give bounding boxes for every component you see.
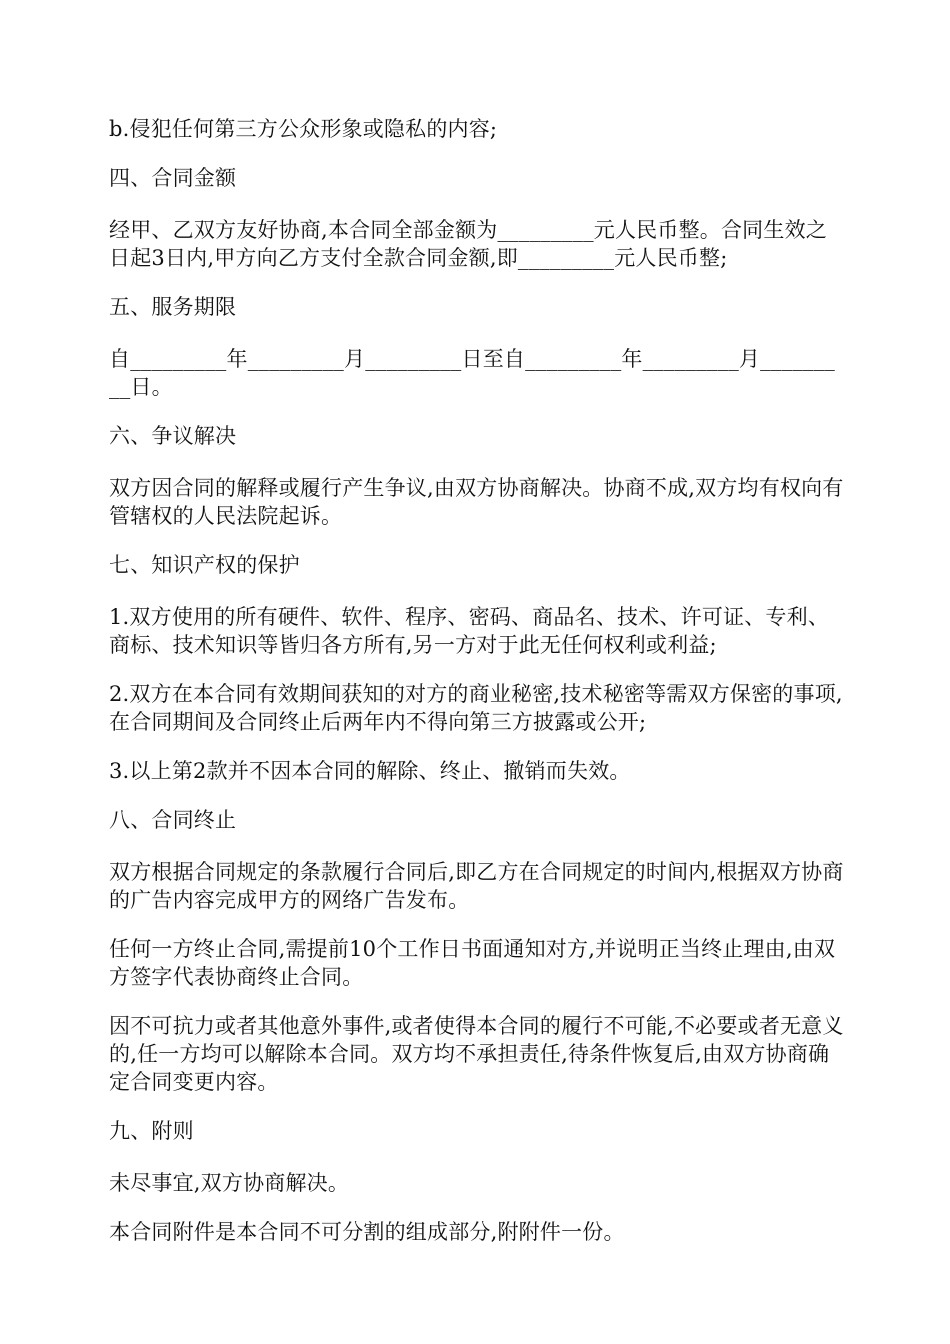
termination-paragraph-3: 因不可抗力或者其他意外事件,或者使得本合同的履行不可能,不必要或者无意义的,任一方均可以解除本合同。双方均不承担责任,待条件恢复后,由双方协商确定合同变更内容。 [109, 1014, 844, 1094]
section-8-heading: 八、合同终止 [109, 808, 237, 832]
supplementary-paragraph-2: 本合同附件是本合同不可分割的组成部分,附附件一份。 [109, 1220, 625, 1244]
supplementary-paragraph-1: 未尽事宜,双方协商解决。 [109, 1171, 350, 1195]
ip-clause-2-paragraph: 2.双方在本合同有效期间获知的对方的商业秘密,技术秘密等需双方保密的事项,在合同期间及合同终止后两年内不得向第三方披露或公开; [109, 682, 843, 734]
section-7-heading: 七、知识产权的保护 [109, 553, 300, 577]
service-period-paragraph: 自_________年_________月_________日至自_________年_________月_________日。 [109, 347, 835, 399]
section-4-heading: 四、合同金额 [109, 166, 237, 190]
dispute-resolution-paragraph: 双方因合同的解释或履行产生争议,由双方协商解决。协商不成,双方均有权向有管辖权的人民法院起诉。 [109, 476, 844, 528]
termination-paragraph-2: 任何一方终止合同,需提前10个工作日书面通知对方,并说明正当终止理由,由双方签字代表协商终止合同。 [109, 937, 836, 989]
ip-clause-1-paragraph: 1.双方使用的所有硬件、软件、程序、密码、商品名、技术、许可证、专利、商标、技术知识等皆归各方所有,另一方对于此无任何权利或利益; [109, 605, 830, 657]
ip-clause-3-paragraph: 3.以上第2款并不因本合同的解除、终止、撤销而失效。 [109, 759, 631, 783]
section-9-heading: 九、附则 [109, 1119, 194, 1143]
section-5-heading: 五、服务期限 [109, 295, 237, 319]
contract-amount-paragraph: 经甲、乙双方友好协商,本合同全部金额为_________元人民币整。合同生效之日起3日内,甲方向乙方支付全款合同金额,即_________元人民币整; [109, 218, 827, 270]
section-6-heading: 六、争议解决 [109, 424, 237, 448]
clause-b-paragraph: b.侵犯任何第三方公众形象或隐私的内容; [109, 117, 498, 141]
termination-paragraph-1: 双方根据合同规定的条款履行合同后,即乙方在合同规定的时间内,根据双方协商的广告内容完成甲方的网络广告发布。 [109, 860, 844, 912]
document-body [109, 115, 844, 1267]
